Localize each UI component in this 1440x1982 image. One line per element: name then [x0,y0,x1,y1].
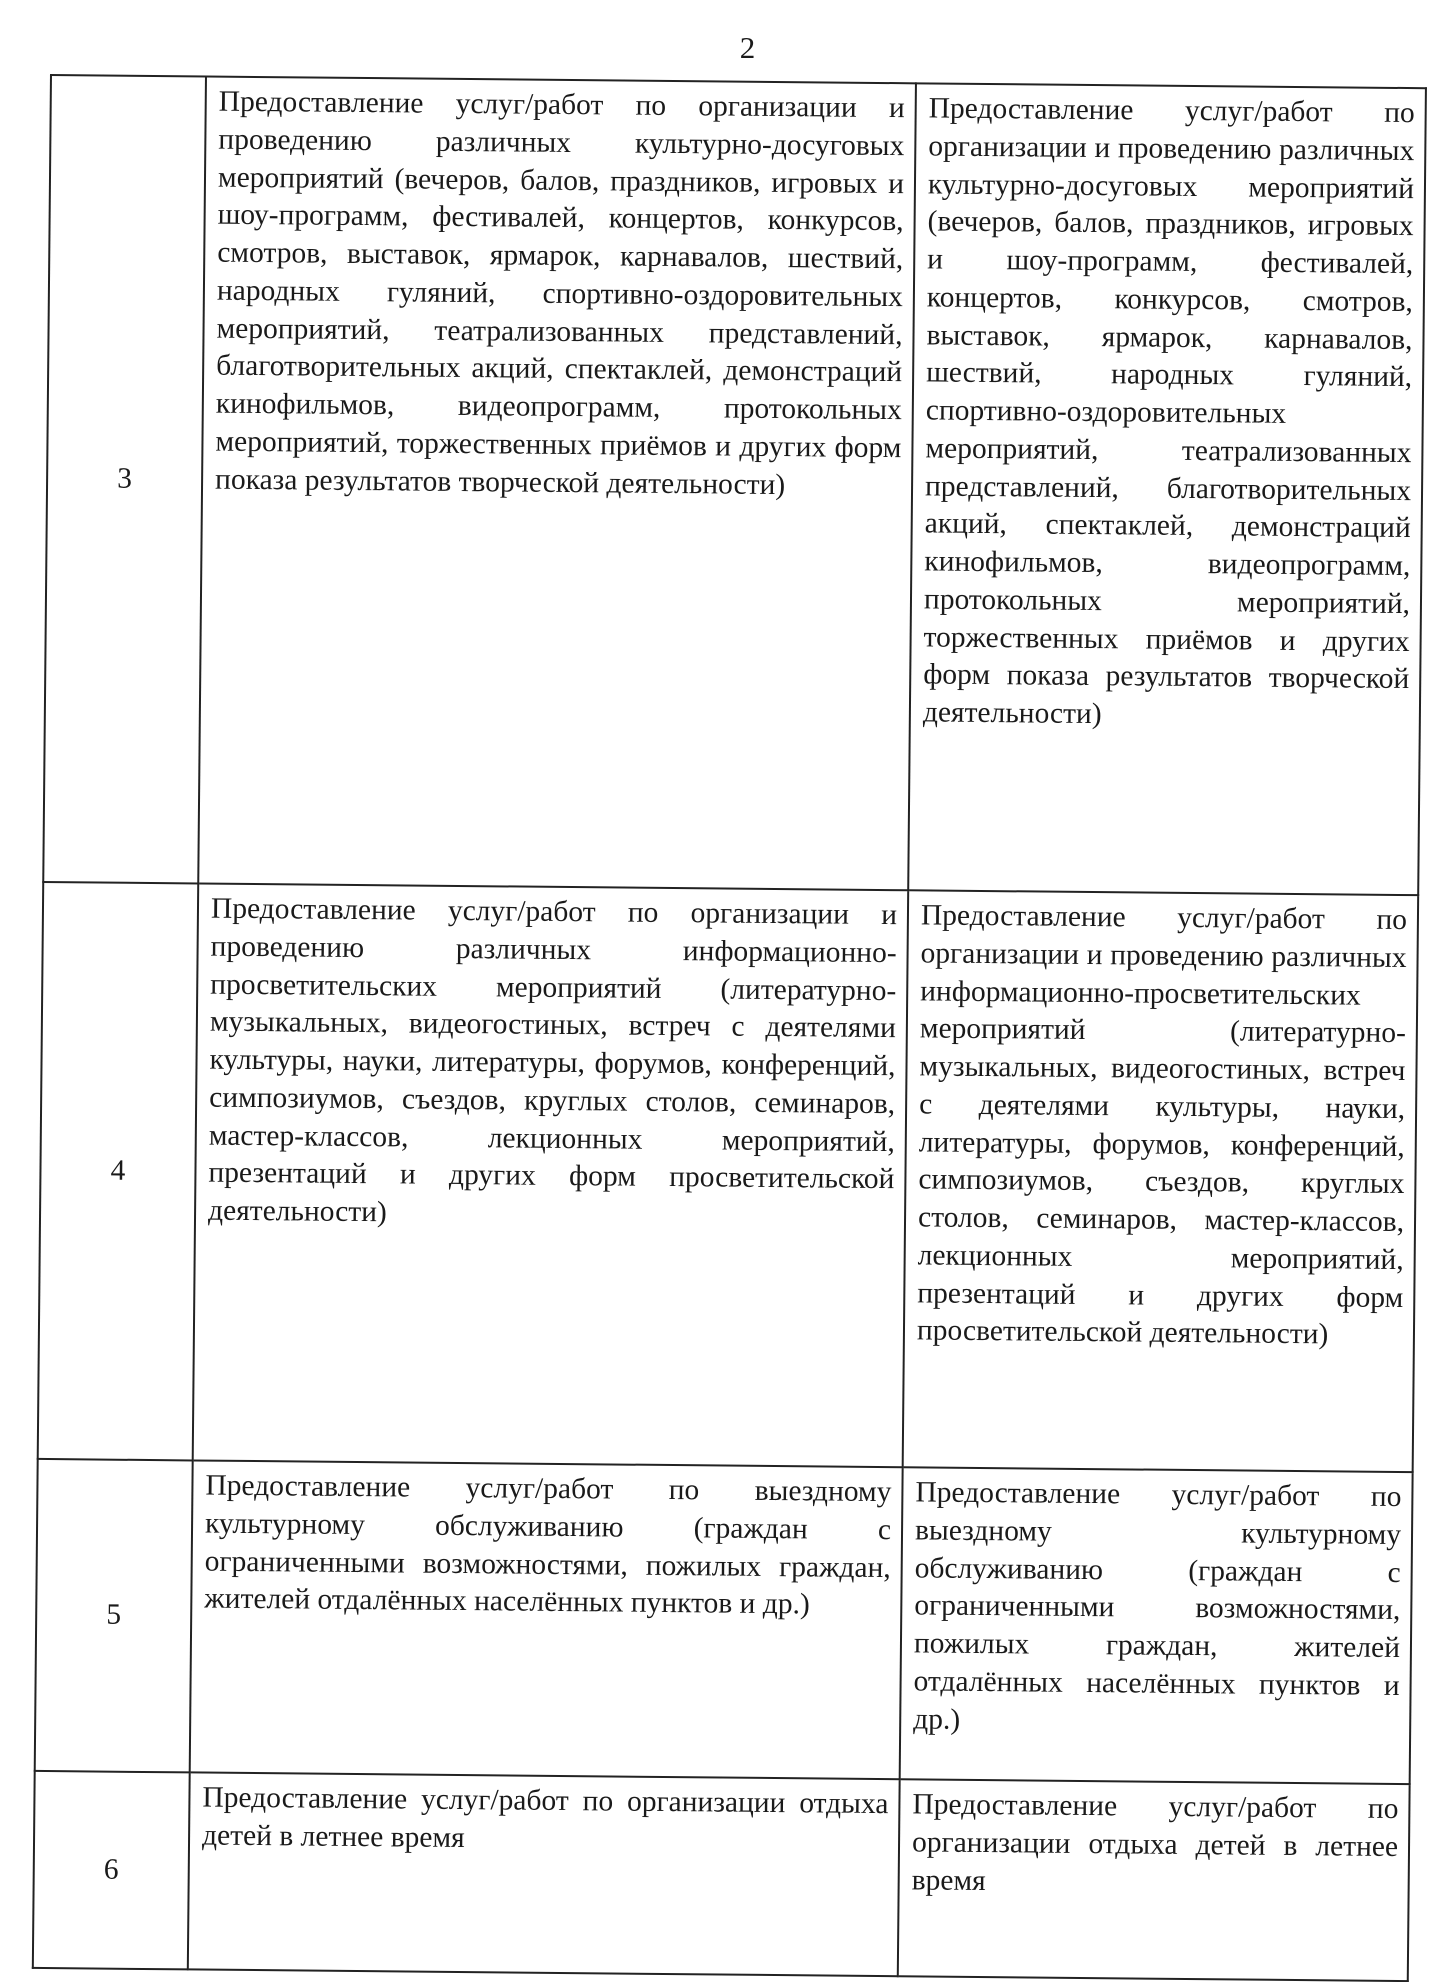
row-number: 6 [33,1771,190,1969]
table-row [35,1459,1413,1784]
row-number: 5 [35,1459,193,1772]
work-description: Предоставление услуг/работ по организации отдыха детей в летнее время [898,1779,1410,1981]
service-description: Предоставление услуг/работ по организации отдыха детей в летнее время [188,1772,900,1976]
table-row [43,75,1426,895]
table-row [33,1771,1410,1981]
service-description: Предоставление услуг/работ по организации и проведению различных информационно-просветительских мероприятий (литературно-музыкальных, видеогостиных, встреч с деятелями культуры, науки, литературы, форумов, конференций, симпозиумов, съездов, круглых столов, семинаров, мастер-классов, лекционных мероприятий, презентаций и других форм просветительской деятельности) [193,883,909,1467]
service-description: Предоставление услуг/работ по организации и проведению различных культурно-досуговых мероприятий (вечеров, балов, праздников, игровых и шоу-программ, фестивалей, концертов, конкурсов, смотров, выставок, ярмарок, карнавалов, шествий, народных гуляний, спортивно-оздоровительных мероприятий, театрализованных представлений, благотворительных акций, спектаклей, демонстраций кинофильмов, видеопрограмм, протокольных мероприятий, торжественных приёмов и других форм показа результатов творческой деятельности) [198,76,916,890]
work-description: Предоставление услуг/работ по организации и проведению различных культурно-досуговых мероприятий (вечеров, балов, праздников, игровых и шоу-программ, фестивалей, концертов, конкурсов, смотров, выставок, ярмарок, карнавалов, шествий, народных гуляний, спортивно-оздоровительных мероприятий, театрализованных представлений, благотворительных акций, спектаклей, демонстраций кинофильмов, видеопрограмм, протокольных мероприятий, торжественных приёмов и других форм показа результатов творческой деятельности) [908,83,1426,895]
services-table [32,74,1427,1982]
table-row [38,882,1418,1472]
page-number: 2 [739,30,756,65]
work-description: Предоставление услуг/работ по организации и проведению различных информационно-просветительских мероприятий (литературно-музыкальных, видеогостиных, встреч с деятелями культуры, науки, литературы, форумов, конференций, симпозиумов, съездов, круглых столов, семинаров, мастер-классов, лекционных мероприятий, презентаций и других форм просветительской деятельности) [903,890,1419,1472]
work-description: Предоставление услуг/работ по выездному культурному обслуживанию (граждан с ограниченными возможностями, пожилых граждан, жителей отдалённых населённых пунктов и др.) [900,1467,1413,1784]
row-number: 4 [38,882,199,1460]
row-number: 3 [43,75,206,883]
service-description: Предоставление услуг/работ по выездному культурному обслуживанию (граждан с ограниченными возможностями, пожилых граждан, жителей отдалённых населённых пунктов и др.) [190,1460,903,1779]
